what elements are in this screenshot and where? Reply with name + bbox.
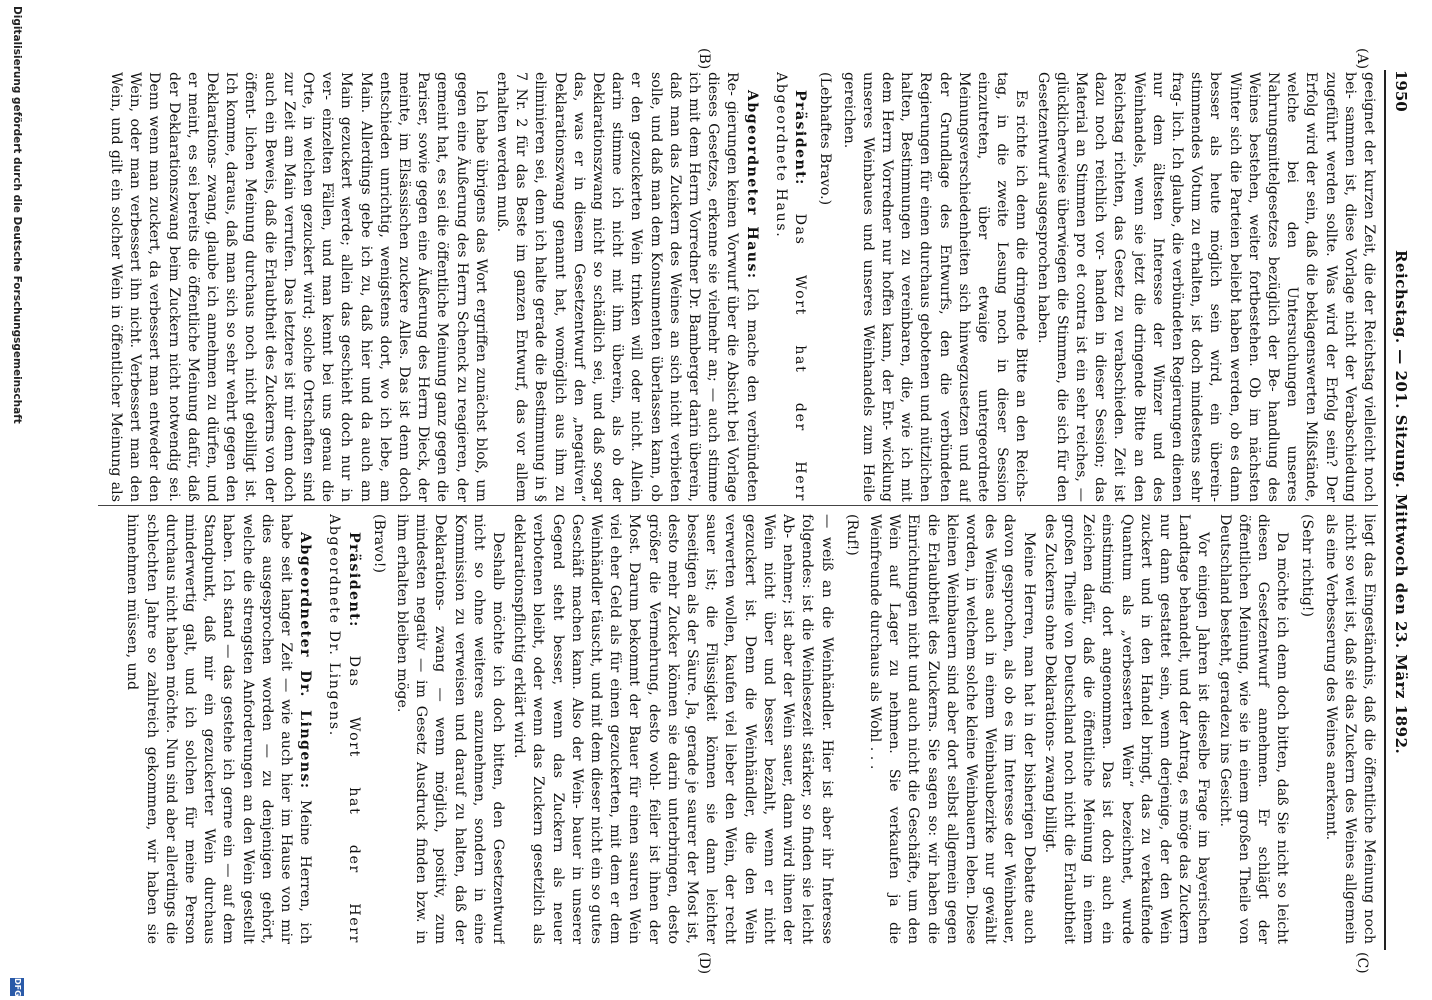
speech (492, 72, 761, 502)
margin-letter-a: (A) (1354, 48, 1370, 70)
paragraph: Da möchte ich denn doch bitten, daß Sie nicht so leicht diesen Gesetzentwurf annehmen. Er schlägt der öffentlichen Meinung, wie sie in einem großen Theile von Deutschland besteht, geradezu ins Gesicht. (1216, 514, 1291, 944)
running-head (1384, 70, 1414, 970)
speech-text: Das Wort hat der Herr Abgeordnete Dr. Lingens. (326, 514, 362, 944)
reaction: (Bravo!) (370, 514, 387, 573)
running-head-title: Reichstag. — 201. Sitzung. Mittwoch den 23. März 1892. (1392, 250, 1410, 755)
paragraph: — weiß an die Weinhändler. Hier ist aber ihr Interesse folgendes: ist die Weinlesezeit stärker, so finden sie leicht Ab- nehmer; ist aber der Wein sauer, dann wird ihnen der Wein nicht über und besser bezahlt, wenn er nicht gezuckert ist. Denn die Weinhändler, die den Wein verwerten wollen, kaufen viel lieber den Wein, der recht sauer ist; die Flüssigkeit können sie dann leichter beseitigen als der Säure. Ja, gerade je saurer der Most ist, desto mehr Zucker können sie darin unterbringen, desto größer die Vermehrung, desto wohl- feiler ist ihnen der Most. Darum bekommt der Bauer für einen sauren Wein viel eher Geld als für einen gezuckerten, mit dem er dem Weinhändler täuscht, und mit dem dieser nicht ein so gutes Geschäft machen kann. Also der Wein- bauer in unserer Gegend steht besser, wenn das Zuckern als neuer verbotenen bleibt, oder wenn das Zuckern gesetzlich als deklarationspflichtig erklärt wird. (511, 514, 835, 944)
digitization-credit (6, 0, 26, 1000)
speech-text: Meine Herren, ich habe seit langer Zeit — wie auch hier im Hause von mir dies ausgesprochen worden — zu denjenigen gehört, welche die strengsten Anforderungen an den Wein gestellt haben. Ich stand — das gestehe ich gerne ein — auf dem Standpunkt, daß mir ein gezuckerter Wein durchaus minderwertig galt, und ich solchen für meine Person durchaus nicht haben möchte. Nun sind aber allerdings die schlechten Jahre so zahlreich gekommen, wir haben sie hinnehmen müssen, und (124, 514, 314, 944)
column-divider (98, 505, 1378, 506)
paragraph: geeignet der kurzen Zeit, die der Reichstag vielleicht noch bei- sammen ist, diese Vorlage nicht der Verabschiedung zugeführt werden sollte. Was wird der Erfolg sein? Der Erfolg wird der sein, daß die beklagenswerten Mißstände, welche bei den Untersuchungen unseres Nahrungsmittelgesetzes bezüglich der Be- handlung des Weines bestehen, weiter fortbestehen. Ob im nächsten Winter sich die Parteien beliebt haben werden, ob es dann besser als heute möglich sein wird, ein überein- stimmendes Votum zu erhalten, ist doch mindestens sehr frag- lich. Ich glaube, die verbündeten Regierungen dienen nur dem ältesten Interesse der Winzer und des Weinhandels, wenn sie jetzt die dringende Bitte an den Reichstag richten, das Gesetz zu verabschieden. Zeit ist dazu noch reichlich vor- handen in dieser Session; das Material an Stimmen pro et contra ist ein sehr reiches, — glücklicherweise überwiegen die Stimmen, die sich für den Gesetzentwurf ausgesprochen haben. (1034, 72, 1377, 502)
paragraph: Vor einigen Jahren ist dieselbe Frage im bayerischen Landtage behandelt, und der Antrag, es möge das Zuckern nur dann gestattet sein, wenn derjenige, der den Wein zuckert und in den Handel bringt, das zu verkaufende Quantum als „verbesserten Wein“ bezeichnet, wurde einstimmig dort angenommen. Das ist doch auch ein Zeichen dafür, daß die öffentliche Meinung in einem großen Theile von Deutschland noch nicht die Erlaubtheit des Zuckerns ohne Deklarations- zwang billigt. (1041, 514, 1212, 944)
speech (771, 72, 809, 502)
paragraph: Es richte ich denn die dringende Bitte an den Reichs- tag, in die zweite Lesung noch in dieser Session einzutreten, über etwaige untergeordnete Meinungsverschiedenheiten sich hinwegzusetzen und auf der Grundlage des Entwurfs, den die verbündeten Regierungen für einen durchaus gebotenen und nützlichen halten, Bestimmungen zu vereinbaren, die, wie ich mit dem Herrn Vorredner nur hoffen kann, der Ent- wicklung unseres Weinbaues und unseres Weinhandels zum Heile gereichen. (840, 72, 1030, 502)
speech-text: Das Wort hat der Herr Abgeordnete Haus. (772, 72, 809, 502)
left-column (108, 72, 1378, 502)
reaction: (Sehr richtig!) (1299, 514, 1316, 618)
paragraph: Meine Herren, man hat in der bisherigen Debatte auch davon gesprochen, als ob es im Interesse der Weinbauer, des Weines auch in einem Weinbaubezirke nur gewählt worden, in welchem solche kleine Weinbauern leben. Diese kleinen Weinbauern sind aber dort selbst allgemein gegen die Erlaubtheit des Zuckerns. Sie sagen so: wir haben die Einrichtungen nicht und auch nicht die Geschäfte, um den Wein auf Lager zu nehmen. Sie verkaufen ja die Weinfreunde durchaus als Wohl . . . (866, 514, 1037, 944)
speaker-name: Präsident: (345, 532, 362, 628)
right-column (108, 514, 1378, 944)
paragraph: Deshalb möchte ich doch bitten, den Gesetzentwurf nicht so ohne weiteres anzunehmen, sondern in eine Kommission zu verweisen und darauf zu halten, daß der Deklarations- zwang — wenn möglich, positiv, zum mindesten negativ — im Gesetz Ausdruck finden bzw. in ihm erhalten bleiben möge. (394, 514, 507, 944)
margin-letter-c: (C) (1354, 952, 1370, 974)
header-rule (1384, 70, 1386, 950)
speaker-name: Abgeordneter Haus: (743, 90, 760, 280)
speech (324, 514, 362, 944)
paragraph: Ich habe übrigens das Wort ergriffen zunächst bloß, um gegen eine Äußerung des Herrn Schenck zu reagieren, der gemeint hat, es sei die öffentliche Meinung ganz gegen die Pariser, sowie gegen eine Äußerung des Herrn Dieck, der meinte, im Elsässischen zuckere Alles. Das ist denn doch entschieden unrichtig, wenigstens dort, wo ich lebe, am Main. Allerdings gebe ich zu, daß hier und da auch am Main gezuckert werde; allein das geschieht doch nur in ver- einzelten Fällen, und man kennt bei uns genau die Orte, in welchen gezuckert wird; solche Ortschaften sind zur Zeit am Main verrufen. Das letztere ist mir denn doch auch ein Beweis, daß die Erlaubtheit des Zuckerns von der öffent- lichen Meinung durchaus noch nicht gebilligt ist. Ich komme, daraus, daß man sich so sehr wehrt gegen den Deklarations- zwang, glaube ich annehmen zu dürfen, und er meint, es sei bereits die öffentliche Meinung dafür, daß der Deklarationszwang beim Zuckern nicht notwendig sei. Denn wenn man zuckert, da verbessert man entweder den Wein, oder man verbessert ihn nicht. Verbessert man den Wein, und gilt ein solcher Wein in öffentlicher Meinung als (108, 72, 489, 502)
credit-text: Digitalisierung gefördert durch die Deutsche Forschungsgemeinschaft (11, 6, 23, 424)
page-number: 1950 (1392, 70, 1410, 112)
dfg-logo: DFG (10, 978, 24, 996)
margin-letter-b: (B) (696, 48, 712, 70)
speaker-name: Abgeordneter Dr. Lingens: (297, 532, 314, 790)
speech (122, 514, 314, 944)
speaker-name: Präsident: (792, 90, 809, 186)
spacer (761, 72, 769, 502)
margin-letter-d: (D) (696, 952, 712, 975)
reaction: (Ruf!) (843, 514, 860, 556)
spacer (314, 514, 322, 944)
speech-text: Ich mache den verbündeten Re- gierungen keinen Vorwurf über die Absicht bei Vorlage dieses Gesetzes, erkenne sie vielmehr an; — auch stimme ich mit dem Herrn Vorredner Dr. Bamberger darin überein, daß man das Zuckern des Weines an sich nicht verbieten solle, und daß man dem Konsumenten überlassen kann, ob er den gezuckerten Wein trinken will oder nicht. Allein darin stimme ich nicht mit ihm überein, als ob der Deklarationszwang nicht so schädlich sei, und daß sogar das, was er in diesem Gesetzentwurf den „negativen“ Deklarationszwang genannt hat, womöglich aus ihm zu eliminieren sei, denn ich halte gerade die Bestimmung in § 7 Nr. 2 für das Beste im ganzen Entwurf, das vor allem erhalten werden muß. (494, 72, 760, 502)
paragraph: liegt das Eingeständnis, daß die öffentliche Meinung noch nicht so weit ist, daß sie das Zuckern des Weines allgemein als eine Verbesserung des Weines anerkennt. (1322, 514, 1377, 944)
reaction: (Lebhaftes Bravo.) (817, 72, 834, 206)
